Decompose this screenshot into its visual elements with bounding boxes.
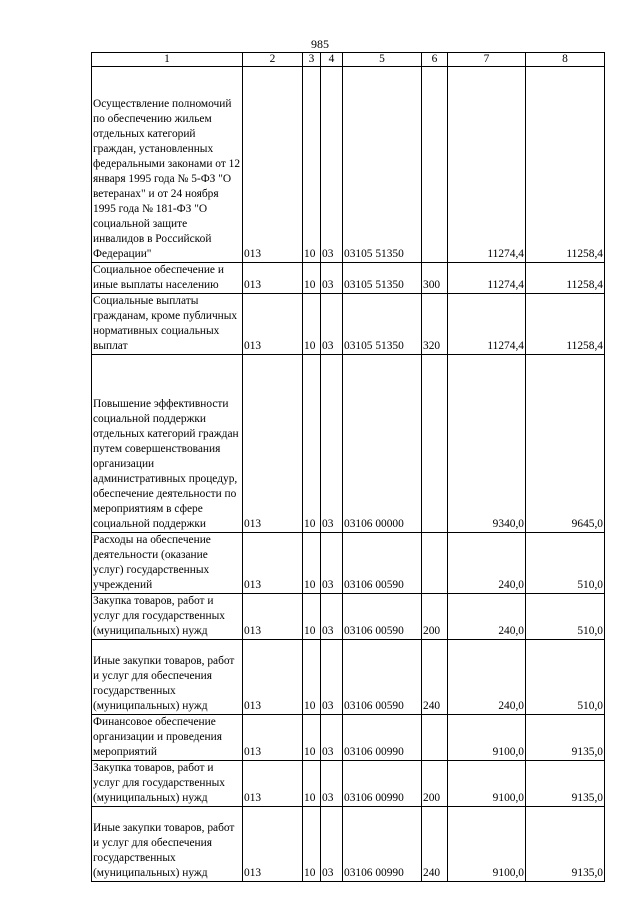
page-number: 985 [311, 37, 329, 51]
amount-year-1: 240,0 [448, 640, 526, 715]
subsection-code: 03 [321, 533, 343, 594]
amount-year-2: 11258,4 [526, 67, 605, 263]
column-header: 2 [243, 53, 303, 67]
subsection-code: 03 [321, 263, 343, 294]
target-article-code: 03106 00990 [343, 761, 422, 807]
amount-year-2: 510,0 [526, 533, 605, 594]
ministry-code: 013 [243, 263, 303, 294]
expense-type-code: 320 [422, 294, 448, 355]
ministry-code: 013 [243, 715, 303, 761]
target-article-code: 03106 00590 [343, 594, 422, 640]
amount-year-1: 240,0 [448, 533, 526, 594]
column-header: 8 [526, 53, 605, 67]
column-header: 4 [321, 53, 343, 67]
subsection-code: 03 [321, 67, 343, 263]
row-description: Расходы на обеспечение деятельности (оказание услуг) государственных учреждений [92, 533, 243, 594]
row-description: Финансовое обеспечение организации и проведения мероприятий [92, 715, 243, 761]
section-code: 10 [303, 263, 321, 294]
table-row [92, 294, 605, 355]
ministry-code: 013 [243, 640, 303, 715]
ministry-code: 013 [243, 67, 303, 263]
target-article-code: 03106 00590 [343, 640, 422, 715]
subsection-code: 03 [321, 355, 343, 533]
amount-year-2: 11258,4 [526, 263, 605, 294]
section-code: 10 [303, 533, 321, 594]
row-description: Повышение эффективности социальной поддержки отдельных категорий граждан путем совершенствования организации административных процедур, обеспечение деятельности по мероприятиям в сфере социальной поддержки [92, 355, 243, 533]
row-description: Осуществление полномочий по обеспечению жильем отдельных категорий граждан, установленных федеральными законами от 12 января 1995 года № 5-ФЗ "О ветеранах" и от 24 ноября 1995 года № 181-ФЗ "О социальной защите инвалидов в Российской Федерации" [92, 67, 243, 263]
row-description: Иные закупки товаров, работ и услуг для обеспечения государственных (муниципальных) нужд [92, 807, 243, 882]
amount-year-1: 11274,4 [448, 67, 526, 263]
row-description: Социальное обеспечение и иные выплаты населению [92, 263, 243, 294]
table-row [92, 594, 605, 640]
expense-type-code: 240 [422, 807, 448, 882]
column-header: 3 [303, 53, 321, 67]
section-code: 10 [303, 761, 321, 807]
ministry-code: 013 [243, 761, 303, 807]
expense-type-code [422, 715, 448, 761]
column-header: 1 [92, 53, 243, 67]
amount-year-1: 9340,0 [448, 355, 526, 533]
subsection-code: 03 [321, 761, 343, 807]
table-row [92, 807, 605, 882]
amount-year-2: 9135,0 [526, 807, 605, 882]
table-row [92, 761, 605, 807]
budget-table [91, 52, 605, 882]
expense-type-code: 200 [422, 594, 448, 640]
expense-type-code [422, 355, 448, 533]
target-article-code: 03106 00590 [343, 533, 422, 594]
ministry-code: 013 [243, 533, 303, 594]
expense-type-code: 240 [422, 640, 448, 715]
amount-year-1: 11274,4 [448, 294, 526, 355]
row-description: Закупка товаров, работ и услуг для государственных (муниципальных) нужд [92, 761, 243, 807]
target-article-code: 03106 00990 [343, 807, 422, 882]
table-header-row [92, 53, 605, 67]
table-row [92, 67, 605, 263]
expense-type-code: 200 [422, 761, 448, 807]
amount-year-1: 240,0 [448, 594, 526, 640]
ministry-code: 013 [243, 355, 303, 533]
amount-year-2: 11258,4 [526, 294, 605, 355]
section-code: 10 [303, 67, 321, 263]
target-article-code: 03105 51350 [343, 67, 422, 263]
subsection-code: 03 [321, 715, 343, 761]
target-article-code: 03106 00990 [343, 715, 422, 761]
table-row [92, 263, 605, 294]
amount-year-2: 9135,0 [526, 761, 605, 807]
ministry-code: 013 [243, 294, 303, 355]
amount-year-1: 11274,4 [448, 263, 526, 294]
section-code: 10 [303, 294, 321, 355]
row-description: Иные закупки товаров, работ и услуг для обеспечения государственных (муниципальных) нужд [92, 640, 243, 715]
section-code: 10 [303, 715, 321, 761]
ministry-code: 013 [243, 807, 303, 882]
row-description: Закупка товаров, работ и услуг для государственных (муниципальных) нужд [92, 594, 243, 640]
expense-type-code [422, 67, 448, 263]
row-description: Социальные выплаты гражданам, кроме публичных нормативных социальных выплат [92, 294, 243, 355]
subsection-code: 03 [321, 807, 343, 882]
expense-type-code: 300 [422, 263, 448, 294]
amount-year-1: 9100,0 [448, 761, 526, 807]
column-header: 6 [422, 53, 448, 67]
table-row [92, 640, 605, 715]
ministry-code: 013 [243, 594, 303, 640]
subsection-code: 03 [321, 594, 343, 640]
column-header: 7 [448, 53, 526, 67]
subsection-code: 03 [321, 294, 343, 355]
amount-year-1: 9100,0 [448, 807, 526, 882]
table-row [92, 715, 605, 761]
section-code: 10 [303, 640, 321, 715]
table-row [92, 355, 605, 533]
amount-year-2: 9135,0 [526, 715, 605, 761]
subsection-code: 03 [321, 640, 343, 715]
target-article-code: 03105 51350 [343, 294, 422, 355]
section-code: 10 [303, 355, 321, 533]
amount-year-2: 9645,0 [526, 355, 605, 533]
target-article-code: 03105 51350 [343, 263, 422, 294]
table-row [92, 533, 605, 594]
section-code: 10 [303, 807, 321, 882]
column-header: 5 [343, 53, 422, 67]
amount-year-2: 510,0 [526, 594, 605, 640]
amount-year-2: 510,0 [526, 640, 605, 715]
amount-year-1: 9100,0 [448, 715, 526, 761]
section-code: 10 [303, 594, 321, 640]
target-article-code: 03106 00000 [343, 355, 422, 533]
expense-type-code [422, 533, 448, 594]
